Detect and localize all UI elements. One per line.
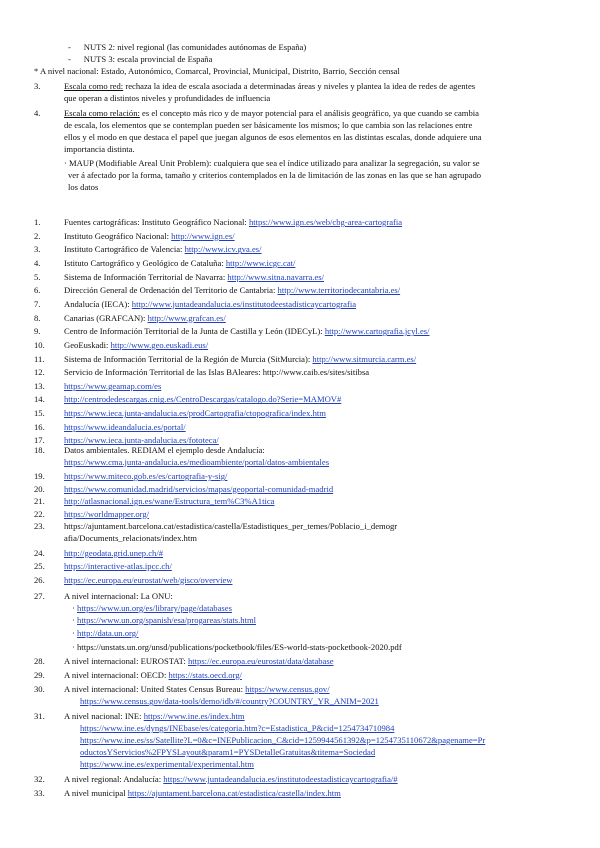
- list-item-label: Sistema de Información Territorial de la Región de Murcia (SitMurcia):: [64, 353, 311, 364]
- item-31: 31. A nivel nacional: INE: https://www.ine.es/index.htm: [34, 711, 245, 721]
- item-4-line-2: de escala, los elementos que se contemplan pueden ser básicamente los mismos; lo que cambia son las relaciones entre: [64, 120, 473, 130]
- item-3-line-2: que operan a distintos niveles y profundidades de influencia: [64, 93, 271, 103]
- list-item-link[interactable]: https://worldmapper.org/: [64, 508, 150, 519]
- list-item: 22. https://worldmapper.org/: [34, 508, 150, 519]
- ine-link-4[interactable]: https://www.ine.es/experimental/experimental.htm: [80, 759, 254, 769]
- list-item-label: A nivel municipal: [64, 787, 126, 798]
- list-item-link[interactable]: https://stats.oecd.org/: [168, 670, 242, 680]
- ine-link[interactable]: https://www.ine.es/index.htm: [143, 711, 245, 721]
- list-item-link[interactable]: https://www.ideandalucia.es/portal/: [64, 421, 186, 432]
- national-levels-note: * A nivel nacional: Estado, Autonómico, Comarcal, Provincial, Municipal, Distrito, Barrio, Sección censal: [34, 66, 400, 76]
- list-item: 1. Fuentes cartográficas: Instituto Geográfico Nacional: https://www.ign.es/web/cbg-area-cartografia: [34, 217, 403, 227]
- list-item-link[interactable]: https://www.comunidad.madrid/servicios/mapas/geoportal-comunidad-madrid: [64, 483, 334, 494]
- list-item-link[interactable]: http://www.cartografia.jcyl.es/: [324, 326, 430, 337]
- list-item: 16. https://www.ideandalucia.es/portal/: [34, 421, 186, 432]
- list-item-label: Instituto Geográfico Nacional:: [64, 230, 170, 241]
- list-item-link[interactable]: https://www.ign.es/web/cbg-area-cartografia: [248, 217, 403, 227]
- item-30: 30. A nivel internacional: United States Census Bureau: https://www.census.gov/: [34, 684, 330, 694]
- list-item: 15. https://www.ieca.junta-andalucia.es/prodCartografia/ctopografica/index.htm: [34, 408, 326, 419]
- list-item-link[interactable]: http://www.juntadeandalucia.es/institutodeestadisticaycartografia: [131, 298, 357, 309]
- item-4-line-3: ellos y el modo en que destaca el papel que juegan algunos de esos elementos en las distintas escalas, donde adquiere una: [64, 132, 482, 142]
- list-item-link[interactable]: https://www.miteco.gob.es/es/cartografia-y-sig/: [64, 471, 228, 481]
- un-sublink-4: · https://unstats.un.org/unsd/publications/pocketbook/files/ES-world-stats-pocketbook-2020.pdf: [72, 642, 402, 652]
- un-sublink-1[interactable]: · https://www.un.org/es/library/page/databases: [72, 603, 232, 613]
- item-4-term: Escala como relación:: [64, 108, 140, 118]
- maup-line-2: ver á afectado por la forma, tamaño y criterios contemplados en la de limitación de las zonas en las que se han agrupado: [68, 170, 482, 180]
- item-18: 18. Datos ambientales. REDIAM el ejemplo desde Andalucía:: [34, 445, 265, 455]
- list-item: 28. A nivel internacional: EUROSTAT: https://ec.europa.eu/eurostat/data/database: [34, 656, 334, 666]
- bullet-nuts3: - NUTS 3: escala provincial de España: [68, 54, 213, 64]
- list-item: 7. Andalucía (IECA): http://www.juntadeandalucia.es/institutodeestadisticaycartografia: [34, 298, 357, 309]
- list-item: 25. https://interactive-atlas.ipcc.ch/: [34, 561, 172, 572]
- item-3-term: Escala como red:: [64, 81, 124, 91]
- item-23-line-2: afia/Documents_relacionats/index.htm: [64, 533, 197, 543]
- maup-line-1: · MAUP (Modifiable Areal Unit Problem): cualquiera que sea el índice utilizado para analizar la segregación, su valor se: [64, 158, 480, 168]
- list-item-link[interactable]: https://ajuntament.barcelona.cat/estadistica/castella/index.htm: [127, 787, 341, 798]
- list-item: 3. Instituto Cartográfico de Valencia: http://www.icv.gva.es/: [34, 244, 262, 255]
- list-item-label: Istituto Cartográfico y Geológico de Cataluña:: [64, 257, 224, 268]
- list-item: 14. http://centrodedescargas.cnig.es/CentroDescargas/catalogo.do?Serie=MAMOV#: [34, 394, 342, 405]
- item-27: 27. A nivel internacional: La ONU:: [34, 591, 173, 601]
- list-item-link[interactable]: https://interactive-atlas.ipcc.ch/: [64, 561, 172, 572]
- item-18-link[interactable]: https://www.cma.junta-andalucia.es/medioambiente/portal/datos-ambientales: [64, 457, 330, 467]
- list-item-link[interactable]: http://centrodedescargas.cnig.es/CentroDescargas/catalogo.do?Serie=MAMOV#: [64, 394, 342, 405]
- list-item-label: Instituto Cartográfico de Valencia:: [64, 244, 183, 255]
- item-30-link-2[interactable]: https://www.census.gov/data-tools/demo/idb/#/country?COUNTRY_YR_ANIM=2021: [80, 696, 379, 706]
- list-item-link[interactable]: https://www.juntadeandalucia.es/institutodeestadisticaycartografia/#: [163, 774, 398, 784]
- list-item-link[interactable]: http://www.icgc.cat/: [225, 257, 296, 268]
- list-item-link[interactable]: https://ec.europa.eu/eurostat/data/database: [187, 656, 334, 666]
- list-item-link[interactable]: https://ec.europa.eu/eurostat/web/gisco/overview: [64, 574, 233, 585]
- list-item: 21. http://atlasnacional.ign.es/wane/Estructura_tem%C3%A1tica: [34, 496, 275, 506]
- un-sublink-3[interactable]: · http://data.un.org/: [72, 628, 139, 638]
- list-item-label: Dirección General de Ordenación del Territorio de Cantabria:: [64, 285, 276, 296]
- item-4: 4. Escala como relación: es el concepto más rico y de mayor potencial para el análisis geográfico, ya que cuando se cambia: [34, 108, 479, 118]
- list-item-link[interactable]: http://www.geo.euskadi.eus/: [110, 339, 209, 350]
- list-item-link[interactable]: http://www.sitmurcia.carm.es/: [312, 353, 417, 364]
- item-3: 3. Escala como red: rechaza la idea de escala asociada a determinadas áreas y niveles y plantea la idea de redes de agentes: [34, 81, 476, 91]
- item-4-line-4: importancia distinta.: [64, 144, 135, 154]
- list-item: 5. Sistema de Información Territorial de Navarra: http://www.sitna.navarra.es/: [34, 271, 324, 282]
- list-item-link[interactable]: http://atlasnacional.ign.es/wane/Estructura_tem%C3%A1tica: [64, 496, 275, 506]
- list-item-link[interactable]: http://www.territoriodecantabria.es/: [277, 285, 401, 296]
- list-item: 26. https://ec.europa.eu/eurostat/web/gisco/overview: [34, 574, 233, 585]
- list-item: 19. https://www.miteco.gob.es/es/cartografia-y-sig/: [34, 471, 228, 481]
- list-item-link[interactable]: http://geodata.grid.unep.ch/#: [64, 548, 164, 558]
- list-item: 11. Sistema de Información Territorial de la Región de Murcia (SitMurcia): http://www.sitmurcia.carm.es/: [34, 353, 417, 364]
- list-item-label: Fuentes cartográficas: Instituto Geográfico Nacional:: [64, 217, 247, 227]
- list-item-link[interactable]: http://www.sitna.navarra.es/: [227, 271, 324, 282]
- maup-line-3: los datos: [68, 182, 99, 192]
- list-item-label: Canarias (GRAFCAN):: [64, 312, 146, 323]
- list-item: 4. Istituto Cartográfico y Geológico de Cataluña: http://www.icgc.cat/: [34, 257, 296, 268]
- list-item-link[interactable]: http://www.ign.es/: [171, 230, 235, 241]
- list-item: 8. Canarias (GRAFCAN): http://www.grafcan.es/: [34, 312, 226, 323]
- list-item: 12. Servicio de Información Territorial de las Islas BAleares: http://www.caib.es/sites/sitibsa: [34, 367, 370, 378]
- list-item: 17. https://www.ieca.junta-andalucia.es/fototeca/: [34, 435, 219, 446]
- ine-link-2[interactable]: https://www.ine.es/dyngs/INEbase/es/categoria.htm?c=Estadistica_P&cid=1254734710984: [80, 723, 395, 733]
- ine-link-3b[interactable]: oductosYServicios%2FPYSLayout&param1=PYSDetalleGratuitas&titema=Sociedad: [80, 747, 376, 757]
- list-item: 6. Dirección General de Ordenación del Territorio de Cantabria: http://www.territoriodecantabria.es/: [34, 285, 401, 296]
- list-item-label: Servicio de Información Territorial de las Islas BAleares: http://www.caib.es/sites/sitibsa: [64, 367, 370, 378]
- list-item: 10. GeoEuskadi: http://www.geo.euskadi.eus/: [34, 339, 209, 350]
- list-item: 2. Instituto Geográfico Nacional: http://www.ign.es/: [34, 230, 235, 241]
- list-item: 32. A nivel regional: Andalucía: https://www.juntadeandalucia.es/institutodeestadisticaycartografia/#: [34, 774, 398, 784]
- list-item-label: Sistema de Información Territorial de Navarra:: [64, 271, 226, 282]
- bullet-nuts2: - NUTS 2: nivel regional (las comunidades autónomas de España): [68, 42, 307, 52]
- list-item-link[interactable]: https://www.ieca.junta-andalucia.es/prodCartografia/ctopografica/index.htm: [64, 408, 326, 419]
- list-item: 24. http://geodata.grid.unep.ch/#: [34, 548, 164, 558]
- list-item-label: Centro de Información Territorial de la Junta de Castilla y León (IDECyL):: [64, 326, 323, 337]
- ine-link-3a[interactable]: https://www.ine.es/ss/Satellite?L=0&c=INEPublicacion_C&cid=1259944561392&p=1254735110672&pagename=Pr: [80, 735, 486, 745]
- census-link[interactable]: https://www.census.gov/: [245, 684, 330, 694]
- list-item-link[interactable]: http://www.grafcan.es/: [147, 312, 226, 323]
- list-item: 20. https://www.comunidad.madrid/servicios/mapas/geoportal-comunidad-madrid: [34, 483, 334, 494]
- list-item-label: Andalucía (IECA):: [64, 298, 130, 309]
- list-item-label: A nivel internacional: EUROSTAT:: [64, 656, 186, 666]
- list-item-link[interactable]: https://www.ieca.junta-andalucia.es/fototeca/: [64, 435, 219, 446]
- list-item-link[interactable]: http://www.icv.gva.es/: [184, 244, 262, 255]
- list-item: 13. https://www.geamap.com/es: [34, 380, 162, 391]
- list-item-label: A nivel internacional: OECD:: [64, 670, 167, 680]
- item-23: 23. https://ajuntament.barcelona.cat/estadistica/castella/Estadistiques_per_temes/Poblacio_i_demogr: [34, 521, 398, 531]
- list-item: 29. A nivel internacional: OECD: https://stats.oecd.org/: [34, 670, 242, 680]
- list-item-label: A nivel regional: Andalucía:: [64, 774, 162, 784]
- list-item: 33. A nivel municipal https://ajuntament.barcelona.cat/estadistica/castella/index.htm: [34, 787, 341, 798]
- un-sublink-2[interactable]: · https://www.un.org/spanish/esa/progareas/stats.html: [72, 615, 257, 625]
- list-item-label: GeoEuskadi:: [64, 339, 109, 350]
- list-item-link[interactable]: https://www.geamap.com/es: [64, 380, 162, 391]
- list-item: 9. Centro de Información Territorial de la Junta de Castilla y León (IDECyL): http://www.cartografia.jcyl.es/: [34, 326, 430, 337]
